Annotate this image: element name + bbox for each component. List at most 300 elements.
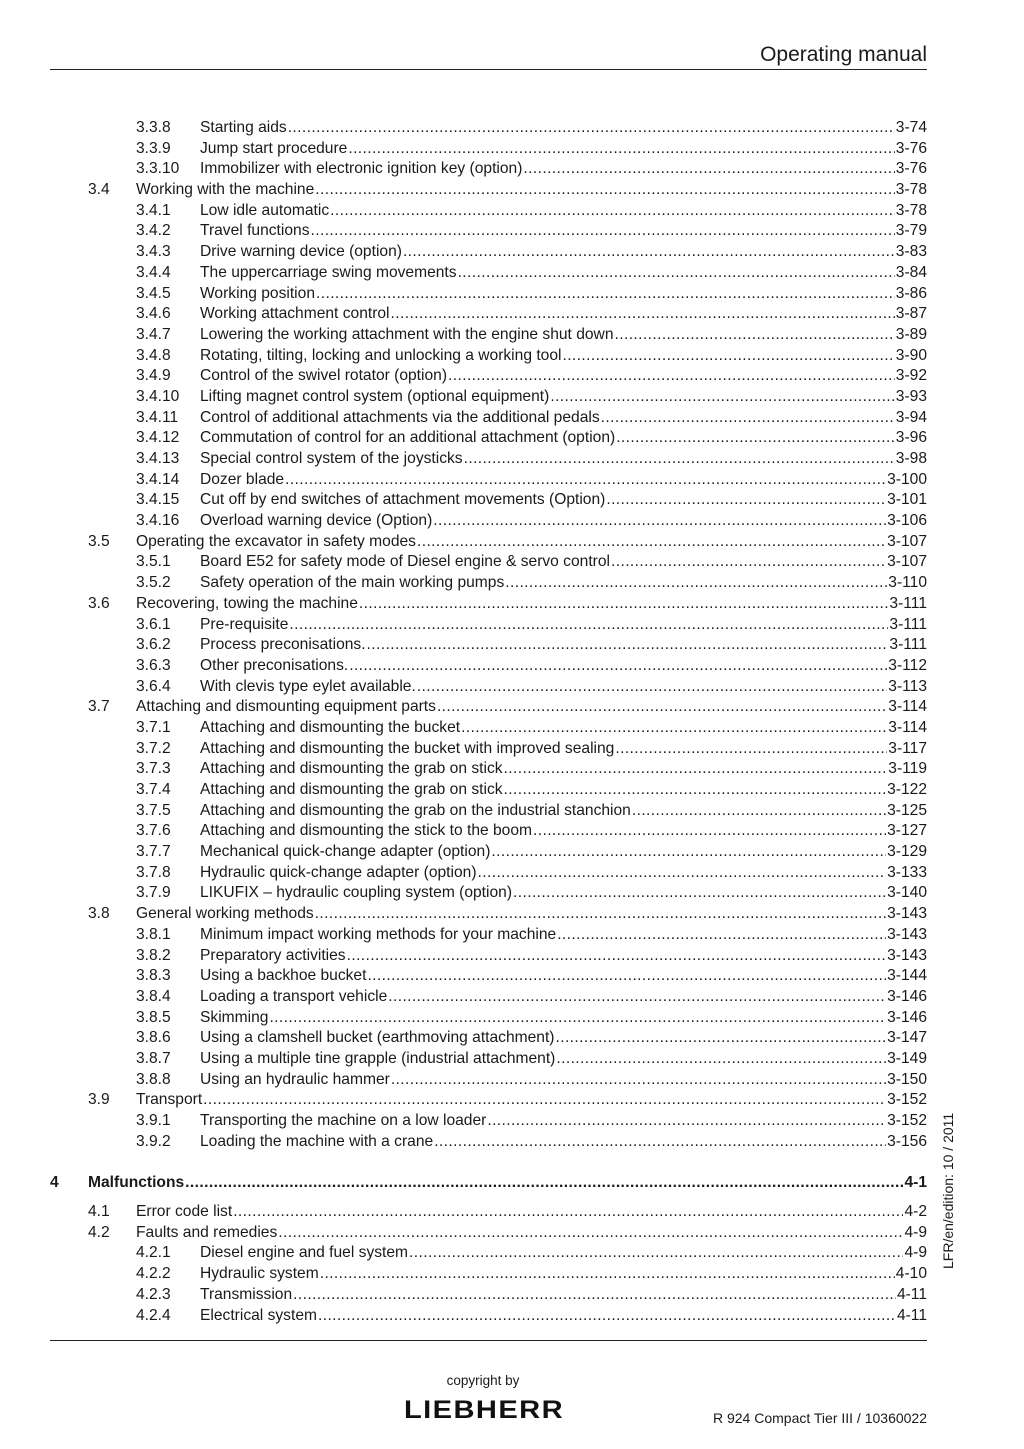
toc-entry-line [136, 1090, 927, 1111]
toc-entry-page: 3-147 [887, 1029, 927, 1047]
toc-entry-line [200, 635, 927, 656]
toc-entry[interactable] [0, 594, 1024, 615]
toc-entry-line [200, 242, 927, 263]
toc-entry[interactable] [0, 304, 1024, 325]
toc-entry-page: 3-152 [887, 1112, 927, 1129]
toc-entry-title: Attaching and dismounting equipment parts [136, 698, 436, 716]
toc-entry[interactable] [0, 883, 1024, 904]
toc-entry[interactable] [0, 449, 1024, 470]
dot-leader [606, 490, 886, 511]
dot-leader [367, 966, 886, 987]
toc-entry-number: 3.4.16 [136, 512, 180, 530]
toc-entry-number: 3.9 [88, 1091, 110, 1109]
toc-entry-page: 3-76 [895, 139, 927, 157]
toc-entry-title: Malfunctions [88, 1174, 185, 1192]
dot-leader [233, 1202, 903, 1223]
dot-leader [391, 304, 895, 325]
toc-entry-page: 3-100 [887, 470, 927, 488]
toc-entry-page: 3-106 [887, 512, 927, 530]
toc-entry-title: Attaching and dismounting the grab on stick [200, 760, 503, 778]
footer-divider [50, 1340, 927, 1341]
toc-entry-line [200, 387, 927, 408]
dot-leader [615, 739, 887, 760]
dot-leader [433, 511, 886, 532]
toc-entry[interactable] [0, 428, 1024, 449]
toc-entry[interactable] [0, 201, 1024, 222]
toc-entry-line [200, 925, 927, 946]
header-divider [50, 69, 927, 70]
toc-entry-title: Control of the swivel rotator (option) [200, 367, 448, 385]
toc-entry-page: 3-110 [888, 574, 927, 592]
toc-entry-line [200, 987, 927, 1008]
toc-entry-number: 3.3.9 [136, 139, 171, 157]
dot-leader [550, 387, 894, 408]
dot-leader [269, 1008, 886, 1029]
toc-entry-page: 3-89 [895, 325, 927, 343]
dot-leader [285, 470, 886, 491]
toc-entry-page: 3-152 [887, 1091, 927, 1109]
toc-entry-title: Preparatory activities [200, 946, 346, 964]
toc-entry-title: Board E52 for safety mode of Diesel engine & servo control [200, 553, 610, 571]
toc-entry-number: 3.7.8 [136, 863, 171, 881]
toc-entry-line [200, 677, 927, 698]
toc-entry[interactable] [0, 1090, 1024, 1111]
dot-leader [349, 656, 887, 677]
toc-entry-title: Working with the machine [136, 181, 315, 199]
page-header-title: Operating manual [760, 43, 927, 66]
toc-entry-line [200, 966, 927, 987]
toc-entry-number: 3.6 [88, 594, 110, 612]
dot-leader [632, 801, 886, 822]
toc-entry-page: 3-94 [895, 408, 927, 426]
model-number: R 924 Compact Tier III / 10360022 [712, 1410, 927, 1426]
dot-leader [315, 904, 886, 925]
toc-entry[interactable] [0, 615, 1024, 636]
toc-entry[interactable] [0, 139, 1024, 160]
toc-entry-number: 3.4.14 [136, 470, 180, 488]
toc-entry-title: Transporting the machine on a low loader [200, 1112, 487, 1129]
dot-leader [458, 263, 895, 284]
toc-entry-page: 3-78 [895, 201, 927, 219]
toc-entry-page: 3-101 [887, 491, 927, 509]
toc-entry[interactable] [0, 821, 1024, 842]
toc-entry-page: 3-143 [887, 925, 927, 943]
toc-entry-line [200, 946, 927, 967]
toc-entry-page: 4-1 [904, 1174, 927, 1192]
toc-entry-page: 3-107 [887, 532, 927, 550]
toc-entry-page: 3-90 [895, 346, 927, 364]
toc-entry-line [200, 346, 927, 367]
toc-entry-line [200, 470, 927, 491]
toc-entry-title: Transport [136, 1091, 203, 1109]
toc-entry-number: 3.8.4 [136, 987, 171, 1005]
toc-entry-line [200, 801, 927, 822]
toc-entry[interactable] [0, 470, 1024, 491]
toc-entry[interactable] [0, 925, 1024, 946]
toc-entry-page: 3-92 [895, 367, 927, 385]
toc-entry-line [200, 1264, 927, 1285]
toc-entry-page: 3-107 [887, 553, 927, 571]
toc-entry-title: Jump start procedure [200, 139, 348, 157]
dot-leader [203, 1090, 886, 1111]
toc-entry-title: Faults and remedies [136, 1223, 278, 1241]
toc-entry-page: 3-140 [887, 884, 927, 902]
toc-entry-title: Working attachment control [200, 305, 390, 323]
dot-leader [562, 346, 894, 367]
dot-leader [491, 842, 886, 863]
toc-entry-page: 3-84 [895, 263, 927, 281]
toc-entry-line [136, 180, 927, 201]
toc-entry[interactable] [0, 221, 1024, 242]
toc-entry-title: Minimum impact working methods for your machine [200, 925, 557, 943]
dot-leader [409, 1243, 903, 1264]
toc-entry-line [200, 842, 927, 863]
dot-leader [616, 428, 895, 449]
dot-leader [615, 325, 895, 346]
toc-entry-title: Error code list [136, 1203, 233, 1221]
toc-entry[interactable] [0, 1070, 1024, 1091]
toc-entry-line [136, 532, 927, 553]
toc-entry-title: Working position [200, 284, 315, 302]
toc-entry-line [200, 615, 927, 636]
dot-leader [464, 449, 895, 470]
toc-entry[interactable] [0, 490, 1024, 511]
toc-entry[interactable] [0, 966, 1024, 987]
toc-entry-line [200, 366, 927, 387]
toc-entry[interactable] [0, 987, 1024, 1008]
toc-entry-line [200, 325, 927, 346]
toc-entry-number: 3.8.5 [136, 1008, 171, 1026]
toc-entry-line [200, 263, 927, 284]
toc-entry[interactable] [0, 946, 1024, 967]
dot-leader [417, 532, 886, 553]
dot-leader [557, 925, 886, 946]
toc-entry-page: 3-143 [887, 946, 927, 964]
toc-entry[interactable] [0, 1008, 1024, 1029]
toc-entry-number: 3.7.5 [136, 801, 171, 819]
toc-entry-line [136, 594, 927, 615]
toc-entry-page: 3-133 [887, 863, 927, 881]
toc-entry-line [200, 573, 927, 594]
toc-entry[interactable] [0, 159, 1024, 180]
dot-leader [434, 1132, 886, 1153]
toc-entry-line [200, 139, 927, 160]
toc-entry-page: 3-113 [888, 677, 927, 695]
toc-entry-title: Control of additional attachments via the additional pedals [200, 408, 600, 426]
toc-entry-page: 3-111 [889, 594, 927, 612]
toc-entry-title: Other preconisations. [200, 656, 349, 674]
toc-entry[interactable] [0, 408, 1024, 429]
toc-entry-page: 3-98 [895, 450, 927, 467]
toc-entry-number: 3.6.3 [136, 656, 171, 674]
toc-entry-number: 3.3.10 [136, 160, 180, 178]
toc-entry-page: 4-9 [904, 1223, 927, 1241]
dot-leader [461, 718, 887, 739]
toc-entry[interactable] [0, 1243, 1024, 1264]
dot-leader [348, 139, 894, 160]
toc-entry-number: 3.4.15 [136, 491, 180, 509]
toc-entry-number: 3.7.7 [136, 843, 171, 861]
toc-entry-page: 3-150 [887, 1070, 927, 1088]
toc-entry-number: 3.4.12 [136, 429, 180, 447]
toc-entry-number: 3.8.1 [136, 925, 171, 943]
toc-entry[interactable] [0, 552, 1024, 573]
toc-entry-page: 3-79 [895, 222, 927, 240]
dot-leader [448, 366, 895, 387]
toc-entry[interactable] [0, 1028, 1024, 1049]
toc-entry[interactable] [0, 346, 1024, 367]
toc-entry-number: 3.7.4 [136, 781, 171, 798]
toc-entry[interactable] [0, 118, 1024, 139]
toc-entry[interactable] [0, 366, 1024, 387]
toc-entry-title: Rotating, tilting, locking and unlocking a working tool [200, 346, 562, 364]
toc-entry-title: Dozer blade [200, 470, 285, 488]
toc-entry[interactable] [0, 511, 1024, 532]
toc-entry-title: Pre-requisite [200, 615, 289, 633]
toc-entry-number: 4.2.2 [136, 1265, 171, 1283]
dot-leader [289, 615, 888, 636]
toc-entry-title: Attaching and dismounting the grab on the industrial stanchion [200, 801, 631, 819]
toc-entry-title: Using a multiple tine grapple (industrial attachment) [200, 1049, 556, 1067]
dot-leader [523, 159, 894, 180]
toc-entry-title: Lifting magnet control system (optional equipment) [200, 387, 550, 405]
toc-entry-title: Overload warning device (Option) [200, 512, 433, 530]
toc-entry-title: Loading a transport vehicle [200, 987, 388, 1005]
toc-entry-line [200, 1111, 927, 1132]
toc-entry-title: Mechanical quick-change adapter (option) [200, 843, 491, 861]
toc-entry[interactable] [0, 242, 1024, 263]
toc-entry-page: 4-9 [904, 1244, 927, 1262]
dot-leader [391, 1070, 886, 1091]
toc-entry-line [200, 1070, 927, 1091]
toc-entry[interactable] [0, 801, 1024, 822]
toc-entry[interactable] [0, 573, 1024, 594]
toc-entry-page: 3-129 [887, 843, 927, 861]
toc-entry-line [200, 449, 927, 470]
toc-entry[interactable] [0, 842, 1024, 863]
toc-entry-page: 3-117 [888, 739, 927, 757]
toc-entry-title: Travel functions [200, 222, 310, 240]
toc-entry-title: Special control system of the joysticks [200, 450, 463, 467]
edition-label: LFR/en/edition: 10 / 2011 [940, 1112, 956, 1269]
dot-leader [388, 987, 886, 1008]
toc-entry-line [200, 821, 927, 842]
toc-entry[interactable] [0, 1306, 1024, 1327]
dot-leader [504, 780, 887, 801]
toc-entry-title: LIKUFIX – hydraulic coupling system (option) [200, 884, 513, 902]
toc-entry-number: 3.6.2 [136, 636, 171, 654]
toc-entry-number: 3.4.2 [136, 222, 171, 240]
toc-entry-page: 3-112 [888, 656, 927, 674]
dot-leader [417, 677, 887, 698]
toc-entry[interactable] [0, 1132, 1024, 1153]
table-of-contents [0, 118, 1024, 1326]
toc-entry-line [200, 1243, 927, 1264]
toc-entry-title: Cut off by end switches of attachment movements (Option) [200, 491, 606, 509]
toc-entry-number: 3.5 [88, 532, 110, 550]
toc-entry-title: Lowering the working attachment with the engine shut down [200, 325, 614, 343]
toc-entry-title: Attaching and dismounting the grab on stick [200, 781, 503, 798]
toc-entry[interactable] [0, 532, 1024, 553]
toc-entry-number: 3.4.6 [136, 305, 171, 323]
dot-leader [487, 1111, 886, 1132]
toc-entry[interactable] [0, 1223, 1024, 1244]
dot-leader [533, 821, 886, 842]
toc-entry-line [200, 490, 927, 511]
toc-entry-page: 3-119 [888, 760, 927, 778]
toc-entry-number: 4.2.1 [136, 1244, 171, 1262]
toc-entry-line [200, 159, 927, 180]
toc-entry-page: 3-96 [895, 429, 927, 447]
toc-entry[interactable] [0, 325, 1024, 346]
toc-entry[interactable] [0, 1111, 1024, 1132]
toc-entry[interactable] [0, 1173, 1024, 1194]
toc-entry[interactable] [0, 180, 1024, 201]
dot-leader [555, 1028, 886, 1049]
toc-entry-title: Using a clamshell bucket (earthmoving attachment) [200, 1029, 555, 1047]
toc-entry-title: Immobilizer with electronic ignition key (option) [200, 160, 523, 178]
toc-entry[interactable] [0, 739, 1024, 760]
toc-entry-line [200, 428, 927, 449]
toc-entry-title: With clevis type eylet available. [200, 677, 416, 695]
toc-entry-number: 4.2 [88, 1223, 110, 1241]
toc-entry[interactable] [0, 1264, 1024, 1285]
toc-entry-line [200, 201, 927, 222]
toc-entry-number: 3.7.2 [136, 739, 171, 757]
dot-leader [367, 635, 889, 656]
toc-entry-number: 3.4 [88, 181, 110, 199]
toc-entry-number: 4.1 [88, 1203, 110, 1221]
toc-entry-page: 3-74 [895, 119, 927, 136]
toc-entry-page: 4-11 [896, 1306, 927, 1324]
toc-entry[interactable] [0, 904, 1024, 925]
toc-entry-number: 3.4.4 [136, 263, 171, 281]
toc-entry-page: 3-156 [887, 1132, 927, 1150]
toc-entry-number: 4 [50, 1174, 59, 1192]
toc-entry-line [200, 304, 927, 325]
dot-leader [601, 408, 895, 429]
toc-entry-line [200, 780, 927, 801]
toc-entry-line [200, 1008, 927, 1029]
toc-entry-page: 3-127 [887, 822, 927, 840]
toc-entry-page: 3-86 [895, 284, 927, 302]
toc-entry[interactable] [0, 863, 1024, 884]
toc-entry-line [200, 1049, 927, 1070]
dot-leader [611, 552, 886, 573]
toc-entry-title: Diesel engine and fuel system [200, 1244, 409, 1262]
toc-entry-title: Drive warning device (option) [200, 243, 402, 261]
toc-entry-title: Process preconisations. [200, 636, 366, 654]
toc-entry-number: 3.7.9 [136, 884, 171, 902]
toc-entry-number: 3.4.7 [136, 325, 171, 343]
dot-leader [330, 201, 895, 222]
toc-entry-title: Attaching and dismounting the stick to the boom [200, 822, 532, 840]
toc-entry-line [200, 883, 927, 904]
toc-entry[interactable] [0, 759, 1024, 780]
dot-leader [505, 573, 887, 594]
logo-wordmark: LIEBHERR [404, 1396, 564, 1422]
toc-entry-number: 3.8.2 [136, 946, 171, 964]
toc-entry[interactable] [0, 656, 1024, 677]
toc-entry-number: 3.4.13 [136, 450, 180, 467]
toc-entry-title: Starting aids [200, 119, 287, 136]
toc-entry-title: Skimming [200, 1008, 269, 1026]
toc-entry-line [200, 656, 927, 677]
toc-entry-page: 3-114 [888, 698, 927, 716]
toc-entry-line [136, 1202, 927, 1223]
toc-entry-title: Loading the machine with a crane [200, 1132, 434, 1150]
dot-leader [315, 180, 895, 201]
toc-entry-line [200, 1028, 927, 1049]
toc-entry[interactable] [0, 1049, 1024, 1070]
toc-entry-line [200, 1306, 927, 1327]
toc-entry-title: Low idle automatic [200, 201, 330, 219]
toc-entry-number: 3.7.3 [136, 760, 171, 778]
toc-entry-number: 3.7 [88, 698, 110, 716]
toc-entry-line [200, 221, 927, 242]
toc-entry-number: 3.9.1 [136, 1112, 171, 1129]
copyright-text: copyright by [446, 1373, 520, 1388]
toc-entry-page: 3-146 [887, 987, 927, 1005]
toc-entry[interactable] [0, 697, 1024, 718]
toc-entry[interactable] [0, 677, 1024, 698]
toc-entry-page: 3-144 [887, 967, 927, 985]
toc-entry-page: 3-83 [895, 243, 927, 261]
dot-leader [478, 863, 887, 884]
toc-entry-title: Recovering, towing the machine [136, 594, 358, 612]
toc-entry-title: General working methods [136, 905, 314, 923]
toc-entry[interactable] [0, 387, 1024, 408]
toc-entry-number: 4.2.3 [136, 1285, 171, 1303]
dot-leader [293, 1285, 896, 1306]
toc-entry-page: 3-114 [888, 718, 927, 736]
dot-leader [318, 1306, 896, 1327]
toc-entry-page: 4-10 [895, 1265, 927, 1283]
toc-entry-line [136, 904, 927, 925]
toc-entry-line [200, 1285, 927, 1306]
toc-entry-number: 3.7.6 [136, 822, 171, 840]
toc-entry-title: Transmission [200, 1285, 293, 1303]
toc-entry-number: 3.5.2 [136, 574, 171, 592]
toc-entry[interactable] [0, 780, 1024, 801]
toc-entry-line [200, 118, 927, 139]
toc-entry-page: 3-122 [887, 781, 927, 798]
dot-leader [311, 221, 895, 242]
toc-entry[interactable] [0, 718, 1024, 739]
toc-entry-page: 3-111 [889, 615, 927, 633]
toc-entry-title: Using an hydraulic hammer [200, 1070, 390, 1088]
toc-entry-line [136, 1223, 927, 1244]
toc-entry-number: 3.4.3 [136, 243, 171, 261]
toc-entry-number: 3.4.11 [136, 408, 179, 426]
toc-entry-line [200, 408, 927, 429]
toc-entry-number: 3.4.1 [136, 201, 171, 219]
toc-entry-number: 3.4.5 [136, 284, 171, 302]
dot-leader [403, 242, 895, 263]
toc-entry-line [136, 697, 927, 718]
toc-entry[interactable] [0, 635, 1024, 656]
toc-entry-number: 3.3.8 [136, 119, 171, 136]
toc-entry-number: 3.8.8 [136, 1070, 171, 1088]
toc-entry-line [200, 284, 927, 305]
toc-entry-page: 3-111 [889, 636, 927, 654]
toc-entry[interactable] [0, 1285, 1024, 1306]
toc-entry[interactable] [0, 1202, 1024, 1223]
toc-entry-title: Commutation of control for an additional attachment (option) [200, 429, 616, 447]
toc-entry[interactable] [0, 284, 1024, 305]
toc-entry-line [200, 759, 927, 780]
toc-entry[interactable] [0, 263, 1024, 284]
